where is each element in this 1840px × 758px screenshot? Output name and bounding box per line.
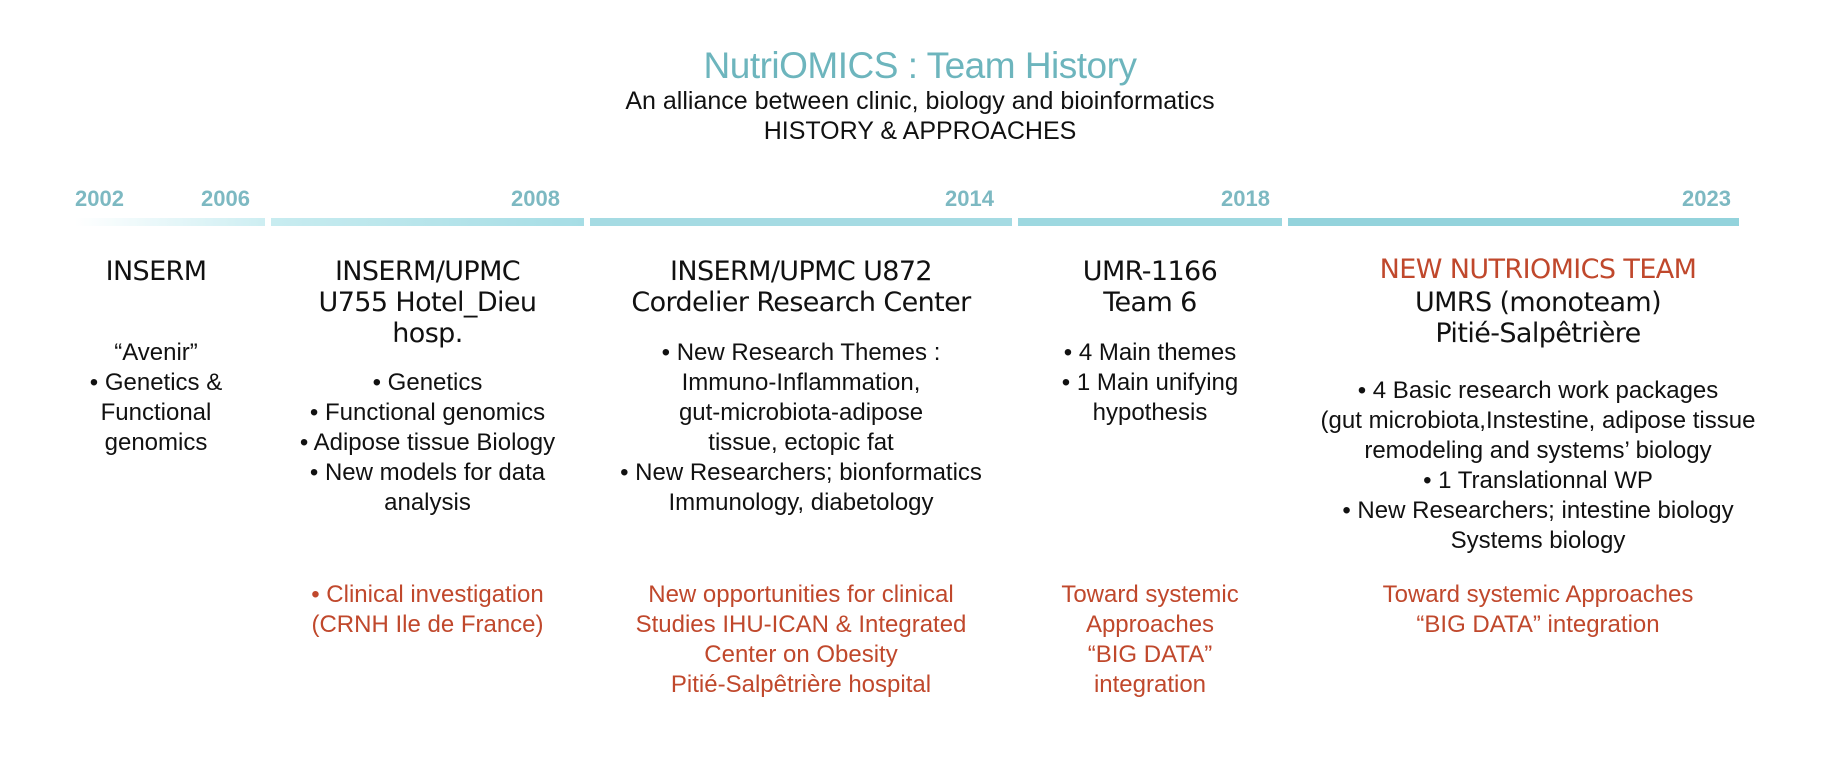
period-new-nutriomics-note: Toward systemic Approaches “BIG DATA” integration (1382, 581, 1694, 638)
year-2002: 2002 (75, 186, 124, 211)
timeline-bar-2014-2018 (1018, 218, 1282, 226)
year-2008: 2008 (511, 186, 560, 211)
year-2018: 2018 (1221, 186, 1270, 211)
period-u755 (271, 256, 584, 349)
timeline-bar-2008-2014 (590, 218, 1012, 226)
period-umr1166-body: • 4 Main themes • 1 Main unifying hypothesis (1061, 339, 1239, 426)
page-title: NutriOMICS : Team History (703, 45, 1137, 86)
period-heading-highlight: NEW NUTRIOMICS TEAM (1379, 254, 1697, 285)
timeline-bar-2018-2023 (1288, 218, 1739, 226)
period-heading: INSERM (105, 256, 207, 287)
year-2023: 2023 (1682, 186, 1731, 211)
period-u755-body: • Genetics • Functional genomics • Adipose tissue Biology • New models for data analysis (299, 369, 556, 516)
period-new-nutriomics (1288, 254, 1788, 349)
period-heading: UMRS (monoteam) Pitié-Salpêtrière (1414, 287, 1662, 349)
page-subtitle-2: HISTORY & APPROACHES (763, 117, 1077, 145)
period-umr1166-note: Toward systemic Approaches “BIG DATA” integration (1061, 581, 1239, 698)
year-2014: 2014 (945, 186, 994, 211)
period-new-nutriomics-body: • 4 Basic research work packages (gut microbiota,Instestine, adipose tissue remodeling and systems’ biology • 1 Translationnal WP • New Researchers; intestine biology Systems biology (1320, 377, 1756, 554)
period-inserm (56, 256, 256, 287)
period-inserm-body: “Avenir” • Genetics & Functional genomics (89, 339, 223, 456)
year-2006: 2006 (201, 186, 250, 211)
period-heading: INSERM/UPMC U872 Cordelier Research Center (631, 256, 971, 318)
period-u872-body: • New Research Themes : Immuno-Inflammation, gut-microbiota-adipose tissue, ectopic fat • New Researchers; bionformatics Immunology, diabetology (620, 339, 982, 516)
period-u872 (590, 256, 1012, 318)
period-u755-note: • Clinical investigation (CRNH Ile de France) (311, 581, 544, 638)
page-subtitle: An alliance between clinic, biology and bioinformatics (625, 87, 1215, 115)
period-heading: INSERM/UPMC U755 Hotel_Dieu hosp. (318, 256, 537, 349)
period-u872-note: New opportunities for clinical Studies IHU-ICAN & Integrated Center on Obesity Pitié-Salpêtrière hospital (635, 581, 967, 698)
period-heading: UMR-1166 Team 6 (1082, 256, 1218, 318)
timeline-bar-2002-2006 (75, 218, 265, 226)
timeline-bar-2006-2008 (271, 218, 584, 226)
period-umr1166 (1018, 256, 1282, 318)
